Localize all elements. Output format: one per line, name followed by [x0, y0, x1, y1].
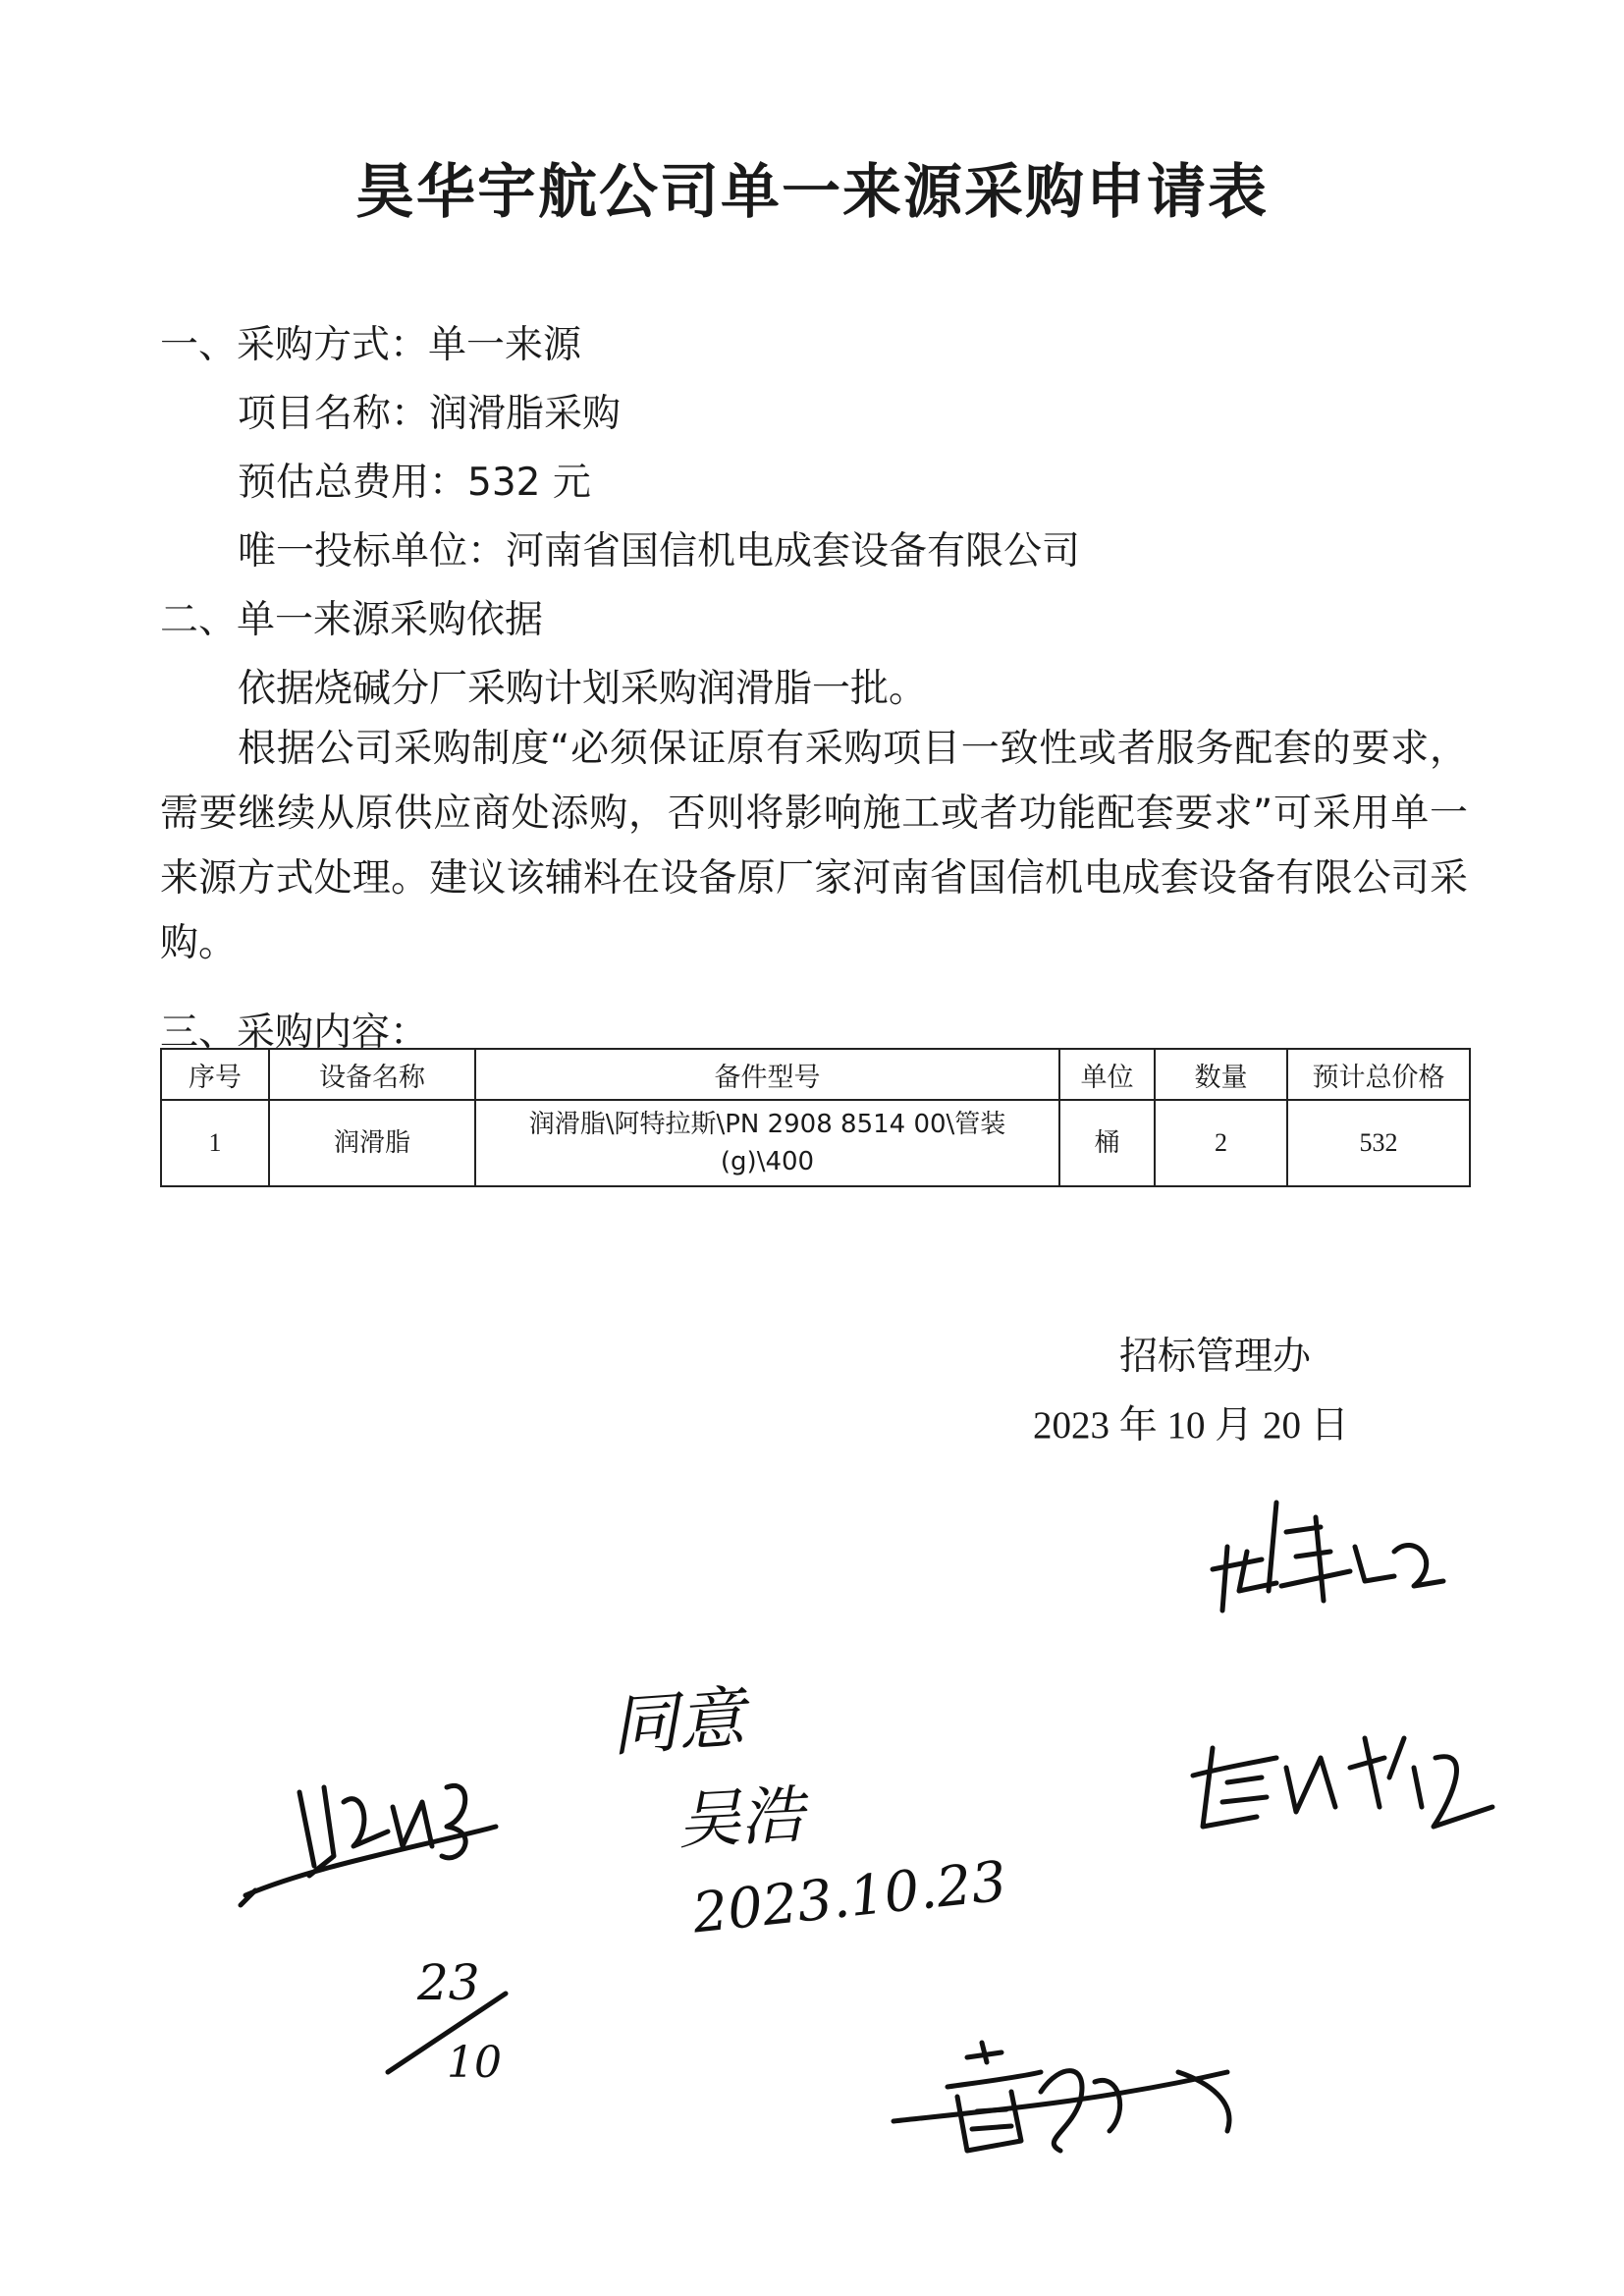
estimated-cost: 预估总费用：532 元: [238, 461, 591, 505]
basis-paragraph-2: 根据公司采购制度“必须保证原有采购项目一致性或者服务配套的要求，需要继续从原供应商处添购，否则将影响施工或者功能配套要求”可采用单一来源方式处理。建议该辅料在设备原厂家河南省国信机电成套设备有限公司采购。: [160, 727, 1468, 965]
procurement-table: [160, 1048, 1471, 1187]
basis-paragraph-1: 依据烧碱分厂采购计划采购润滑脂一批。: [238, 667, 928, 711]
table-header-row: [161, 1049, 1470, 1100]
section-content-heading: 三、采购内容：: [160, 1011, 429, 1055]
issue-date: [1033, 1404, 1349, 1448]
col-header-qty: 数量: [1155, 1049, 1287, 1100]
col-header-index: 序号: [161, 1049, 269, 1100]
project-name: 项目名称：润滑脂采购: [238, 392, 622, 436]
col-header-price: 预计总价格: [1287, 1049, 1470, 1100]
date-day: 20: [1263, 1404, 1302, 1447]
date-month: 10: [1166, 1404, 1206, 1447]
signature-middle-left: [241, 1785, 496, 1905]
col-header-model: 备件型号: [475, 1049, 1059, 1100]
issuing-office: 招标管理办: [1119, 1335, 1312, 1379]
handwritten-fraction-bottom: 10: [447, 2038, 502, 2088]
signature-middle-right: [1193, 1738, 1492, 1827]
signature-top-right: [1213, 1503, 1443, 1611]
signature-bottom: [893, 2043, 1229, 2151]
date-day-unit: 日: [1310, 1403, 1349, 1448]
cell-model: 润滑脂\阿特拉斯\PN 2908 8514 00\管装(g)\400: [475, 1100, 1059, 1186]
handwritten-approval-date: 2023.10.23: [689, 1849, 1010, 1946]
cell-unit: 桶: [1059, 1100, 1155, 1186]
handwritten-approval: 同意: [608, 1679, 748, 1767]
handwritten-fraction-top: 23: [417, 1954, 480, 2011]
procurement-method: 一、采购方式：单一来源: [160, 323, 582, 367]
date-year: 2023: [1033, 1404, 1110, 1447]
col-header-unit: 单位: [1059, 1049, 1155, 1100]
cell-qty: 2: [1155, 1100, 1287, 1186]
cell-name: 润滑脂: [269, 1100, 475, 1186]
sole-bidder: 唯一投标单位：河南省国信机电成套设备有限公司: [238, 529, 1081, 574]
date-month-unit: 月: [1215, 1403, 1254, 1448]
section-basis-heading: 二、单一来源采购依据: [160, 598, 544, 642]
date-year-unit: 年: [1118, 1403, 1158, 1448]
table-row: [161, 1100, 1470, 1186]
document-title: 昊华宇航公司单一来源采购申请表: [355, 158, 1269, 227]
cell-index: 1: [161, 1100, 269, 1186]
cell-price: 532: [1287, 1100, 1470, 1186]
col-header-name: 设备名称: [269, 1049, 475, 1100]
handwritten-approver-name: 吴浩: [676, 1778, 806, 1859]
